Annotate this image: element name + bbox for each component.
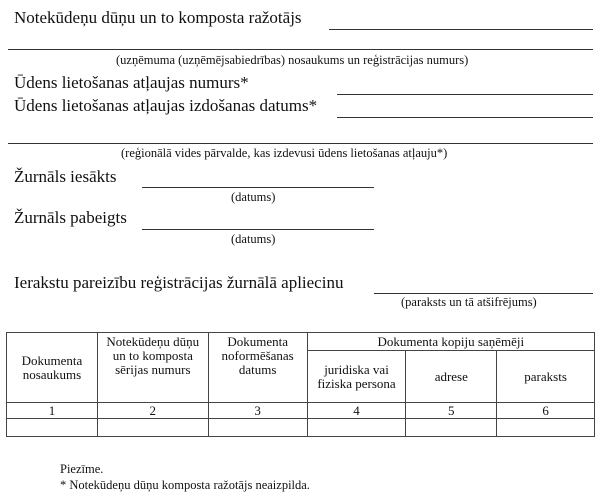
table-cell[interactable] [97,419,208,437]
header-address: adrese [406,351,497,403]
permit-number-input-line[interactable] [337,94,593,95]
table-cell[interactable] [406,419,497,437]
column-number-row [7,403,595,419]
journal-finished-caption: (datums) [231,232,276,246]
column-number: 3 [208,403,307,419]
producer-name-input-line[interactable] [8,49,593,50]
producer-caption: (uzņēmuma (uzņēmējsabiedrības) nosaukums un reģistrācijas numurs) [116,53,469,67]
note-text: * Notekūdeņu dūņu komposta ražotājs neaizpilda. [60,478,310,492]
authority-input-line[interactable] [8,143,593,144]
header-series-number: Notekūdeņu dūņu un to komposta sērijas numurs [97,333,208,403]
column-number: 6 [497,403,595,419]
certify-signature-line[interactable] [374,293,593,294]
authority-caption: (reģionālā vides pārvalde, kas izdevusi ūdens lietošanas atļauju*) [121,146,448,160]
certify-caption: (paraksts un tā atšifrējums) [401,295,537,309]
permit-date-input-line[interactable] [337,117,593,118]
register-table [6,332,595,437]
journal-started-caption: (datums) [231,190,276,204]
header-document-name: Dokumenta nosaukums [7,333,98,403]
column-number: 4 [307,403,406,419]
table-row [7,419,595,437]
header-recipients-group: Dokumenta kopiju saņēmēji [307,333,594,351]
table-cell[interactable] [307,419,406,437]
journal-finished-label: Žurnāls pabeigts [14,208,127,227]
note-title: Piezīme. [60,462,104,476]
table-cell[interactable] [208,419,307,437]
header-document-date: Dokumenta noformēšanas datums [208,333,307,403]
header-person: juridiska vai fiziska persona [307,351,406,403]
journal-finished-input-line[interactable] [142,229,374,230]
table-cell[interactable] [7,419,98,437]
producer-label: Notekūdeņu dūņu un to komposta ražotājs [14,8,302,27]
certify-label: Ierakstu pareizību reģistrācijas žurnālā apliecinu [14,273,344,292]
producer-input-line[interactable] [329,29,593,30]
journal-started-label: Žurnāls iesākts [14,167,117,186]
column-number: 2 [97,403,208,419]
column-number: 5 [406,403,497,419]
header-signature: paraksts [497,351,595,403]
permit-number-label: Ūdens lietošanas atļaujas numurs* [14,73,249,92]
permit-date-label: Ūdens lietošanas atļaujas izdošanas datums* [14,96,318,115]
column-number: 1 [7,403,98,419]
journal-started-input-line[interactable] [142,187,374,188]
table-cell[interactable] [497,419,595,437]
